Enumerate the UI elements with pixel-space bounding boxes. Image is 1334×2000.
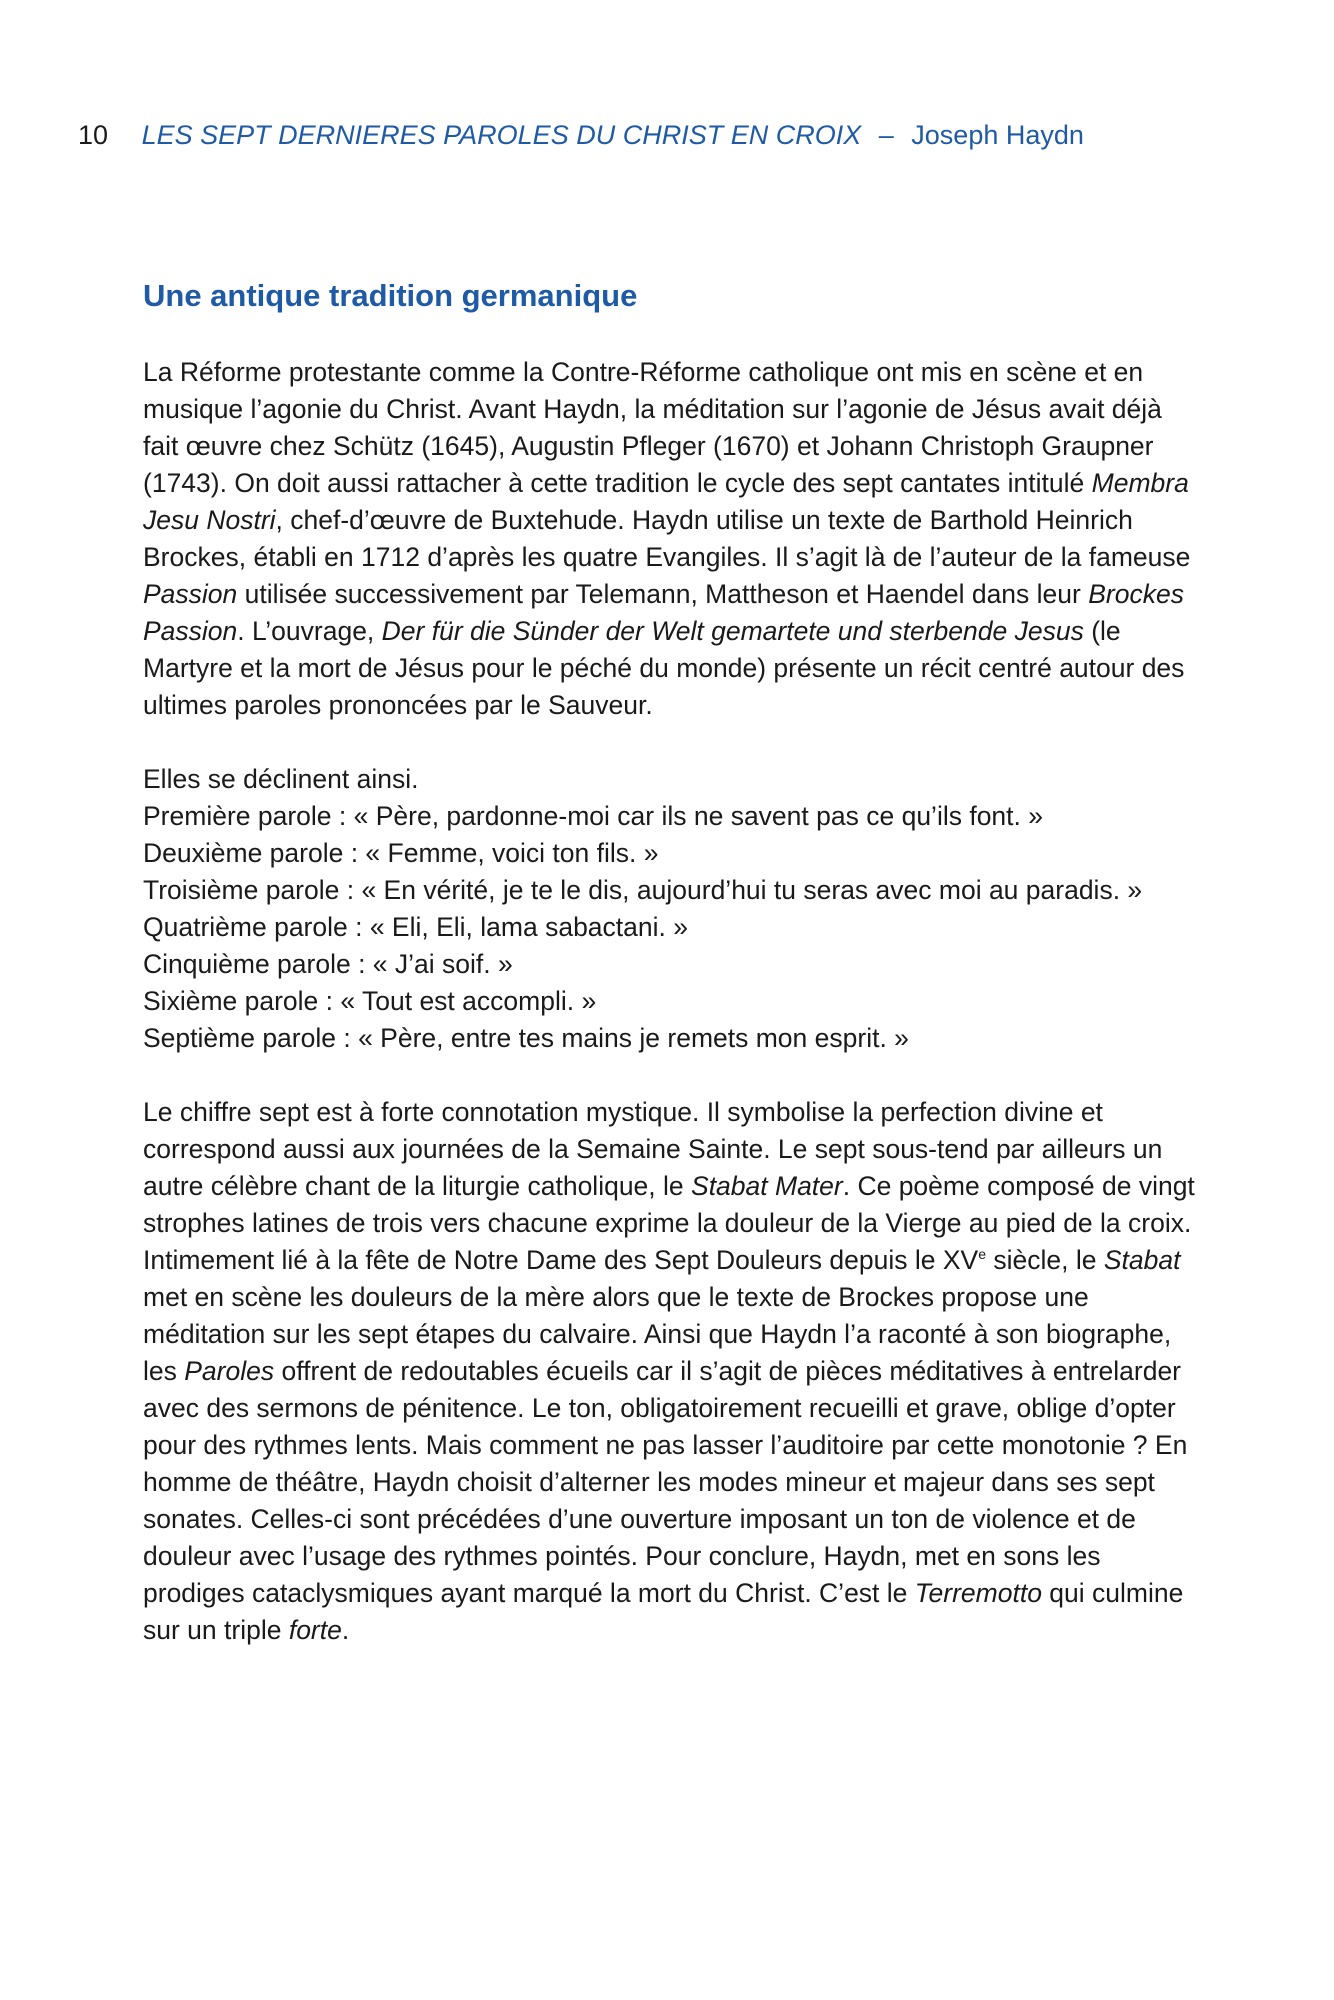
article-body <box>143 276 1203 1686</box>
paragraph-text: . L’ouvrage, <box>237 616 382 646</box>
work-title: Der für die Sünder der Welt gemartete und sterbende Jesus <box>381 616 1084 646</box>
paragraph-symbolism <box>143 1094 1203 1649</box>
paragraph-text: siècle, le <box>986 1245 1104 1275</box>
musical-term: forte <box>288 1615 342 1645</box>
list-item: Septième parole : « Père, entre tes mains je remets mon esprit. » <box>143 1023 909 1053</box>
list-intro: Elles se déclinent ainsi. <box>143 764 419 794</box>
paragraph-text: offrent de redoutables écueils car il s’agit de pièces méditatives à entrelarder avec des sermons de pénitence. Le ton, obligatoirement recueilli et grave, oblige d’opter pour des rythmes lents. Mais comment ne pas lasser l’auditoire par cette monotonie ? En homme de théâtre, Haydn choisit d’alterner les modes mineur et majeur dans ses sept sonates. Celles-ci sont précédées d’une ouverture imposant un ton de violence et de douleur avec l’usage des rythmes pointés. Pour conclure, Haydn, met en sons les prodiges cataclysmiques ayant marqué la mort du Christ. C’est le <box>143 1356 1188 1608</box>
header-author: Joseph Haydn <box>911 120 1084 150</box>
header-title: LES SEPT DERNIERES PAROLES DU CHRIST EN CROIX <box>141 120 862 150</box>
work-title: Membra Jesu Nostri <box>143 468 1189 535</box>
list-item: Sixième parole : « Tout est accompli. » <box>143 986 597 1016</box>
header-separator: – <box>878 120 894 150</box>
running-header <box>78 118 1084 152</box>
work-title: Stabat Mater <box>691 1171 843 1201</box>
work-title: Brockes Passion <box>143 579 1184 646</box>
paragraph-text: , chef-d’œuvre de Buxtehude. Haydn utilise un texte de Barthold Heinrich Brockes, établi en 1712 d’après les quatre Evangiles. Il s’agit là de l’auteur de la fameuse <box>143 505 1191 572</box>
work-title: Stabat <box>1103 1245 1181 1275</box>
paragraph-tradition <box>143 354 1203 724</box>
list-item: Cinquième parole : « J’ai soif. » <box>143 949 513 979</box>
paragraph-text: . Ce poème composé de vingt strophes latines de trois vers chacune exprime la douleur de la Vierge au pied de la croix. Intimement lié à la fête de Notre Dame des Sept Douleurs depuis le XV <box>143 1171 1195 1275</box>
paragraph-text: met en scène les douleurs de la mère alors que le texte de Brockes propose une méditation sur les sept étapes du calvaire. Ainsi que Haydn l’a raconté à son biographe, les <box>143 1282 1172 1386</box>
list-item: Troisième parole : « En vérité, je te le dis, aujourd’hui tu seras avec moi au paradis. » <box>143 875 1143 905</box>
paragraph-text: qui culmine sur un triple <box>143 1578 1184 1645</box>
superscript: e <box>978 1246 986 1263</box>
paragraph-text: utilisée successivement par Telemann, Mattheson et Haendel dans leur <box>237 579 1089 609</box>
page-number: 10 <box>78 120 109 150</box>
seven-words-list <box>143 761 1203 1057</box>
paragraph-text: La Réforme protestante comme la Contre-Réforme catholique ont mis en scène et en musique l’agonie du Christ. Avant Haydn, la méditation sur l’agonie de Jésus avait déjà fait œuvre chez Schütz (1645), Augustin Pfleger (1670) et Johann Christoph Graupner (1743). On doit aussi rattacher à cette tradition le cycle des sept cantates intitulé <box>143 357 1162 498</box>
list-item: Première parole : « Père, pardonne-moi car ils ne savent pas ce qu’ils font. » <box>143 801 1043 831</box>
section-heading: Une antique tradition germanique <box>143 278 638 313</box>
paragraph-text: Le chiffre sept est à forte connotation mystique. Il symbolise la perfection divine et correspond aussi aux journées de la Semaine Sainte. Le sept sous-tend par ailleurs un autre célèbre chant de la liturgie catholique, le <box>143 1097 1163 1201</box>
list-item: Deuxième parole : « Femme, voici ton fils. » <box>143 838 659 868</box>
list-item: Quatrième parole : « Eli, Eli, lama sabactani. » <box>143 912 688 942</box>
work-title: Passion <box>143 579 238 609</box>
paragraph-text: . <box>341 1615 350 1645</box>
paragraph-text: (le Martyre et la mort de Jésus pour le péché du monde) présente un récit centré autour des ultimes paroles prononcées par le Sauveur. <box>143 616 1185 720</box>
work-title: Terremotto <box>914 1578 1042 1608</box>
work-title: Paroles <box>184 1356 275 1386</box>
